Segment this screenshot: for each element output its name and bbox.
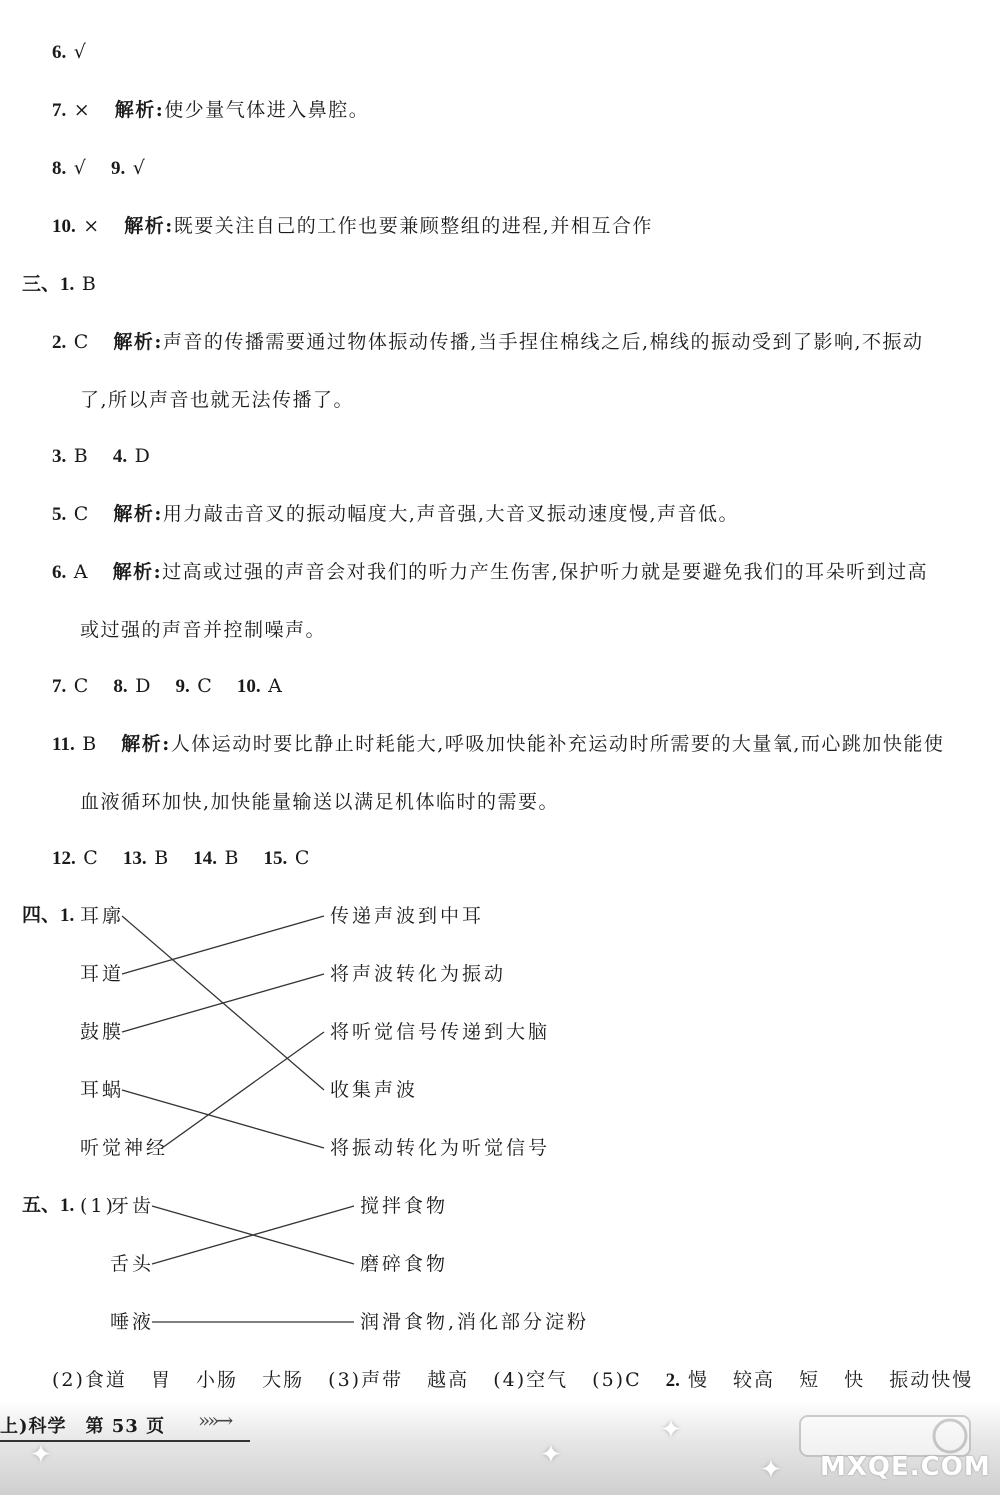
- section3-answer-5: 5. C 解析:用力敲击音叉的振动幅度大,声音强,大音叉振动速度慢,声音低。: [52, 503, 740, 525]
- digestion-function-right: 搅拌食物: [360, 1195, 449, 1217]
- sparkle-icon: ✦: [30, 1440, 52, 1470]
- section3-answer-2: 2. C 解析:声音的传播需要通过物体振动传播,当手捏住棉线之后,棉线的振动受到了影响,不振动: [52, 331, 924, 353]
- ear-part-left: 耳廓: [80, 905, 125, 927]
- section3-answer-7-10: 7. C 8. D 9. C 10. A: [52, 675, 284, 697]
- digestion-function-right: 磨碎食物: [360, 1253, 449, 1275]
- section3-answer-6-cont: 或过强的声音并控制噪声。: [80, 619, 327, 641]
- link-line: [122, 916, 324, 1090]
- answer-8-9: 8. √ 9. √: [52, 157, 147, 179]
- ear-function-right: 收集声波: [330, 1079, 419, 1101]
- link-line: [152, 1206, 354, 1264]
- section3-answer-6: 6. A 解析:过高或过强的声音会对我们的听力产生伤害,保护听力就是要避免我们的耳朵听到过高: [52, 561, 929, 583]
- section4-number: 四、1.: [22, 905, 75, 926]
- digestion-subitem: (1): [80, 1195, 116, 1217]
- digestion-function-right: 润滑食物,消化部分淀粉: [360, 1311, 590, 1333]
- answer-10: 10. × 解析:既要关注自己的工作也要兼顾整组的进程,并相互合作: [52, 215, 653, 237]
- digestion-part-left: 舌头: [110, 1253, 155, 1275]
- watermark-text: MXQE.COM: [820, 1452, 991, 1482]
- link-line: [162, 1032, 324, 1148]
- sparkle-icon: ✦: [540, 1440, 562, 1470]
- ear-function-right: 传递声波到中耳: [330, 905, 485, 927]
- sparkle-icon: ✦: [760, 1455, 782, 1485]
- answer-7: 7. × 解析:使少量气体进入鼻腔。: [52, 99, 370, 121]
- section3-answer-12-15: 12. C 13. B 14. B 15. C: [52, 847, 311, 869]
- ear-part-left: 听觉神经: [80, 1137, 169, 1159]
- sparkle-icon: ✦: [660, 1415, 682, 1445]
- ear-function-right: 将声波转化为振动: [330, 963, 507, 985]
- ear-part-left: 耳道: [80, 963, 125, 985]
- link-line: [122, 916, 324, 974]
- section3-answer-2-cont: 了,所以声音也就无法传播了。: [80, 389, 355, 411]
- page-footer: 上)科学 第 53 页: [0, 1416, 166, 1437]
- ear-function-right: 将振动转化为听觉信号: [330, 1137, 551, 1159]
- section3-answer-1: 三、1. B: [22, 273, 98, 295]
- link-line: [122, 974, 324, 1032]
- section5-answers-row: (2)食道 胃 小肠 大肠 (3)声带 越高 (4)空气 (5)C 2. 慢 较高 短 快 振动快慢: [52, 1369, 974, 1391]
- section3-answer-11-cont: 血液循环加快,加快能量输送以满足机体临时的需要。: [80, 791, 560, 813]
- digestion-part-left: 牙齿: [110, 1195, 155, 1217]
- section3-answer-3-4: 3. B 4. D: [52, 445, 152, 467]
- ear-part-left: 鼓膜: [80, 1021, 125, 1043]
- ear-function-right: 将听觉信号传递到大脑: [330, 1021, 551, 1043]
- answer-6: 6. √: [52, 41, 88, 63]
- section3-answer-11: 11. B 解析:人体运动时要比静止时耗能大,呼吸加快能补充运动时所需要的大量氧,而心跳加快能使: [52, 733, 945, 755]
- link-line: [152, 1206, 354, 1264]
- section5-number: 五、1.: [22, 1195, 75, 1216]
- ear-part-left: 耳蜗: [80, 1079, 125, 1101]
- arrows-icon: »»→: [198, 1408, 231, 1432]
- digestion-part-left: 唾液: [110, 1311, 155, 1333]
